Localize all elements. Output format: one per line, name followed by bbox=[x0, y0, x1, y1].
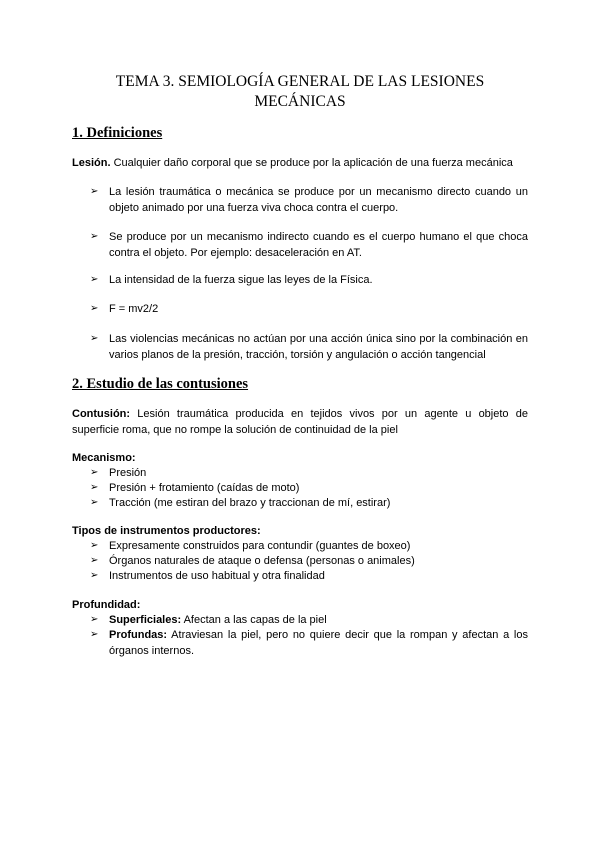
list-item-text: Las violencias mecánicas no actúan por una acción única sino por la combinación en varios planos de la presión, tracción, torsión y angulación o acción tangencial bbox=[109, 333, 528, 361]
list-item-text: F = mv2/2 bbox=[109, 303, 159, 315]
list-item-text: Órganos naturales de ataque o defensa (personas o animales) bbox=[109, 555, 415, 567]
list-item-text bbox=[109, 612, 528, 628]
list-item-text: Expresamente construidos para contundir (guantes de boxeo) bbox=[109, 540, 411, 552]
arrow-bullet-icon: ➢ bbox=[90, 570, 99, 581]
contusion-definition bbox=[72, 406, 528, 438]
arrow-bullet-icon: ➢ bbox=[90, 629, 99, 640]
superficiales-term: Superficiales: bbox=[109, 614, 182, 626]
list-item-text: Presión + frotamiento (caídas de moto) bbox=[109, 482, 300, 494]
list-item-text: Instrumentos de uso habitual y otra finalidad bbox=[109, 570, 325, 582]
list-item bbox=[90, 495, 528, 511]
list-item bbox=[90, 272, 528, 288]
arrow-bullet-icon: ➢ bbox=[90, 540, 99, 551]
section-heading-definiciones: 1. Definiciones bbox=[72, 125, 163, 141]
document-title bbox=[72, 72, 528, 112]
list-item bbox=[90, 553, 528, 569]
section-heading-contusiones: 2. Estudio de las contusiones bbox=[72, 376, 249, 392]
list-item bbox=[90, 612, 528, 628]
lesion-definition bbox=[72, 155, 528, 171]
list-item bbox=[90, 465, 528, 481]
contusion-text: Lesión traumática producida en tejidos vivos por un agente u objeto de superficie roma, que no rompe la solución de continuidad de la piel bbox=[72, 408, 528, 436]
profundas-term: Profundas: bbox=[109, 629, 168, 641]
list-item bbox=[90, 538, 528, 554]
superficiales-text: Afectan a las capas de la piel bbox=[181, 614, 327, 626]
profundidad-label: Profundidad: bbox=[72, 599, 141, 611]
arrow-bullet-icon: ➢ bbox=[90, 467, 99, 478]
list-item-text bbox=[109, 627, 528, 659]
mecanismo-label: Mecanismo: bbox=[72, 452, 136, 464]
list-item-text: Presión bbox=[109, 467, 147, 479]
list-item bbox=[90, 184, 528, 216]
arrow-bullet-icon: ➢ bbox=[90, 333, 99, 344]
list-item bbox=[90, 627, 528, 659]
title-line-1: TEMA 3. SEMIOLOGÍA GENERAL DE LAS LESIONES bbox=[115, 73, 485, 90]
list-item bbox=[90, 480, 528, 496]
lesion-text: Cualquier daño corporal que se produce por la aplicación de una fuerza mecánica bbox=[110, 157, 513, 169]
arrow-bullet-icon: ➢ bbox=[90, 614, 99, 625]
arrow-bullet-icon: ➢ bbox=[90, 555, 99, 566]
title-line-2: MECÁNICAS bbox=[254, 93, 346, 110]
list-item bbox=[90, 301, 528, 317]
arrow-bullet-icon: ➢ bbox=[90, 274, 99, 285]
arrow-bullet-icon: ➢ bbox=[90, 497, 99, 508]
list-item bbox=[90, 331, 528, 363]
arrow-bullet-icon: ➢ bbox=[90, 231, 99, 242]
list-item bbox=[90, 568, 528, 584]
contusion-term: Contusión: bbox=[72, 408, 131, 420]
arrow-bullet-icon: ➢ bbox=[90, 186, 99, 197]
arrow-bullet-icon: ➢ bbox=[90, 303, 99, 314]
list-item bbox=[90, 229, 528, 261]
list-item-text: Tracción (me estiran del brazo y traccionan de mí, estirar) bbox=[109, 497, 391, 509]
list-item-text: La lesión traumática o mecánica se produce por un mecanismo directo cuando un objeto animado por una fuerza viva choca contra el cuerpo. bbox=[109, 186, 528, 214]
profundas-text: Atraviesan la piel, pero no quiere decir que la rompan y afectan a los órganos internos. bbox=[109, 629, 528, 657]
arrow-bullet-icon: ➢ bbox=[90, 482, 99, 493]
list-item-text: Se produce por un mecanismo indirecto cuando es el cuerpo humano el que choca contra el objeto. Por ejemplo: desaceleración en AT. bbox=[109, 231, 528, 259]
lesion-term: Lesión. bbox=[72, 157, 111, 169]
list-item-text: La intensidad de la fuerza sigue las leyes de la Física. bbox=[109, 274, 373, 286]
tipos-label: Tipos de instrumentos productores: bbox=[72, 525, 261, 537]
